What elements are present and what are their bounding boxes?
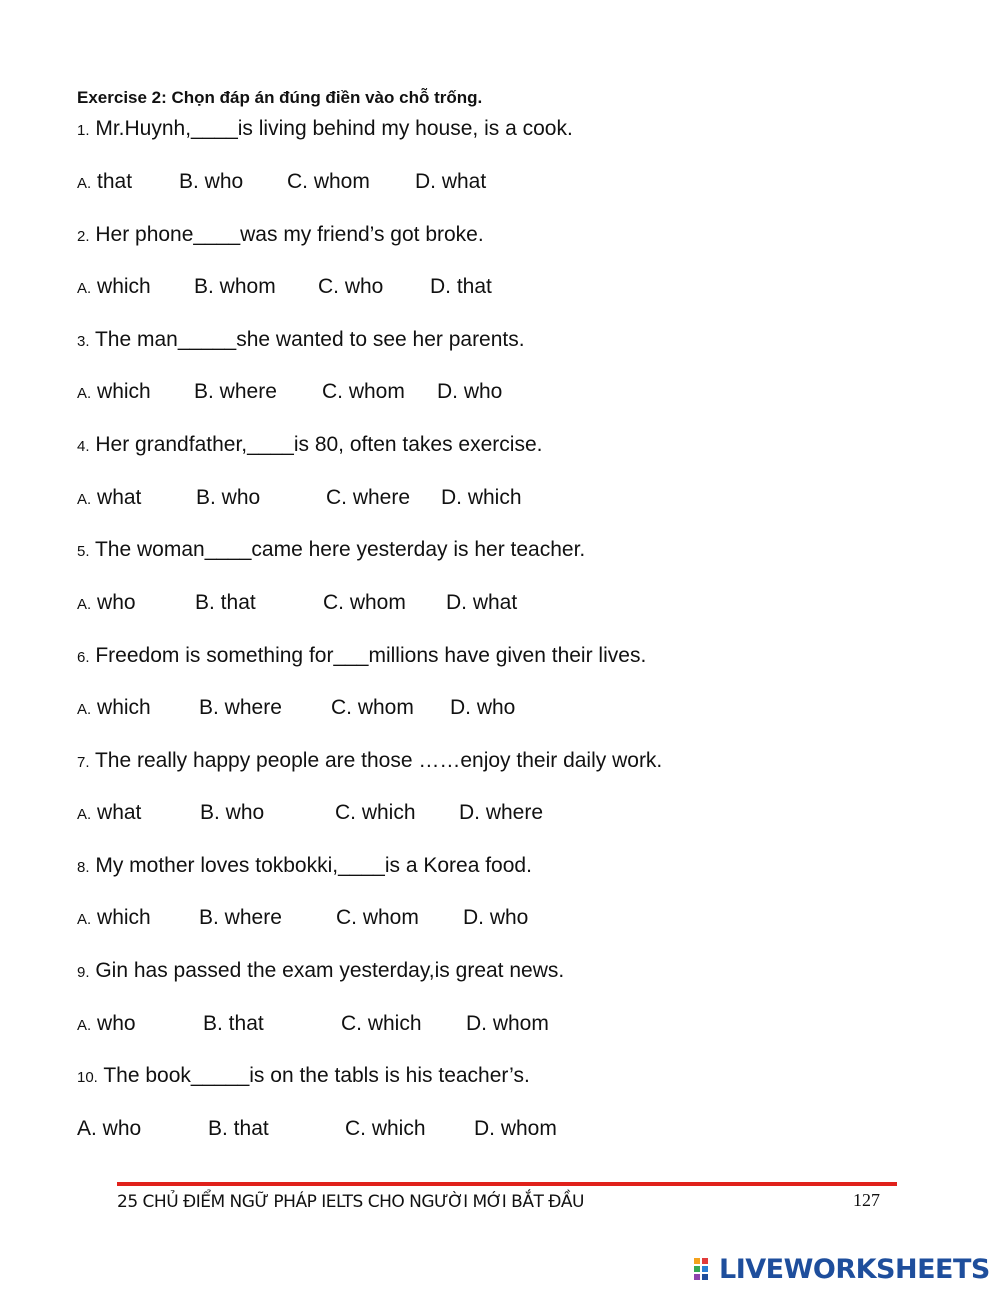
option-letter: A. [77, 911, 92, 928]
option-text: who [91, 591, 136, 614]
option-letter: D. [459, 801, 480, 824]
question-text: The book_____is on the tabls is his teacher’s. [97, 1064, 530, 1087]
option-d[interactable] [466, 1011, 549, 1037]
option-letter: B. [200, 801, 220, 824]
question-7 [77, 748, 662, 776]
exercise-title: Exercise 2: Chọn đáp án đúng điền vào chỗ trống. [77, 88, 483, 107]
option-a[interactable] [77, 169, 132, 197]
question-6 [77, 643, 646, 671]
option-text: who [458, 380, 503, 403]
question-number: 8. [77, 859, 90, 876]
option-a[interactable] [77, 379, 151, 407]
option-letter: D. [430, 275, 451, 298]
option-text: that [91, 170, 133, 193]
footer-divider [117, 1182, 897, 1186]
option-c[interactable] [318, 274, 383, 300]
question-number: 9. [77, 964, 90, 981]
page-number: 127 [853, 1190, 880, 1210]
question-number: 4. [77, 438, 90, 455]
option-a[interactable] [77, 1116, 141, 1142]
question-number: 5. [77, 543, 90, 560]
option-letter: B. [196, 486, 216, 509]
option-text: which [462, 486, 522, 509]
option-text: which [91, 275, 151, 298]
option-text: whom [495, 1117, 557, 1140]
option-letter: C. [341, 1012, 362, 1035]
question-4 [77, 432, 542, 460]
option-text: what [91, 801, 142, 824]
option-d[interactable] [446, 590, 517, 616]
option-b[interactable] [200, 800, 264, 826]
question-8 [77, 853, 532, 881]
option-d[interactable] [437, 379, 502, 405]
option-a[interactable] [77, 695, 151, 723]
liveworksheets-logo-icon [693, 1257, 717, 1281]
option-letter: D. [415, 170, 436, 193]
option-letter: B. [199, 696, 219, 719]
option-d[interactable] [463, 905, 528, 931]
option-text: who [471, 696, 516, 719]
option-b[interactable] [208, 1116, 269, 1142]
option-letter: C. [331, 696, 352, 719]
question-1 [77, 116, 573, 144]
option-b[interactable] [196, 485, 260, 511]
option-text: that [451, 275, 492, 298]
option-d[interactable] [430, 274, 492, 300]
option-text: that [222, 1012, 264, 1035]
option-letter: D. [446, 591, 467, 614]
option-letter: C. [318, 275, 339, 298]
question-10 [77, 1063, 530, 1091]
question-text: The woman____came here yesterday is her teacher. [89, 538, 586, 561]
option-a[interactable] [77, 905, 151, 933]
option-letter: B. [179, 170, 199, 193]
option-letter: B. [208, 1117, 228, 1140]
option-c[interactable] [336, 905, 419, 931]
question-text: Her grandfather,____is 80, often takes exercise. [89, 433, 543, 456]
option-b[interactable] [194, 379, 277, 405]
option-letter: A. [77, 280, 92, 297]
option-c[interactable] [287, 169, 370, 195]
option-b[interactable] [195, 590, 256, 616]
liveworksheets-logo[interactable] [693, 1252, 990, 1286]
logo-text: LIVEWORKSHEETS [719, 1253, 990, 1285]
option-letter: A. [77, 806, 92, 823]
option-letter: B. [194, 380, 214, 403]
option-c[interactable] [322, 379, 405, 405]
option-text: where [218, 696, 282, 719]
option-d[interactable] [474, 1116, 557, 1142]
option-a[interactable] [77, 274, 151, 302]
option-text: whom [352, 696, 414, 719]
option-letter: D. [450, 696, 471, 719]
question-3 [77, 327, 525, 355]
option-c[interactable] [341, 1011, 422, 1037]
question-number: 3. [77, 333, 90, 350]
option-letter: C. [326, 486, 347, 509]
option-text: that [227, 1117, 269, 1140]
option-text: which [91, 906, 151, 929]
option-c[interactable] [345, 1116, 426, 1142]
question-2 [77, 222, 484, 250]
option-letter: D. [474, 1117, 495, 1140]
question-5 [77, 537, 585, 565]
question-number: 6. [77, 649, 90, 666]
option-text: who [339, 275, 384, 298]
option-letter: A. [77, 1117, 97, 1140]
option-a[interactable] [77, 800, 141, 828]
question-text: Gin has passed the exam yesterday,is great news. [89, 959, 565, 982]
option-d[interactable] [415, 169, 486, 195]
option-letter: D. [463, 906, 484, 929]
option-text: which [356, 801, 416, 824]
option-c[interactable] [331, 695, 414, 721]
option-c[interactable] [323, 590, 406, 616]
option-letter: A. [77, 701, 92, 718]
option-a[interactable] [77, 485, 141, 513]
option-letter: A. [77, 491, 92, 508]
option-d[interactable] [459, 800, 543, 826]
option-letter: B. [195, 591, 215, 614]
option-text: who [215, 486, 261, 509]
option-text: whom [343, 380, 405, 403]
question-text: Her phone____was my friend’s got broke. [89, 223, 484, 246]
option-letter: C. [335, 801, 356, 824]
option-text: where [213, 380, 277, 403]
option-text: what [436, 170, 487, 193]
question-number: 2. [77, 228, 90, 245]
option-text: what [467, 591, 518, 614]
option-text: where [480, 801, 544, 824]
option-text: whom [487, 1012, 549, 1035]
option-letter: A. [77, 596, 92, 613]
question-number: 7. [77, 754, 90, 771]
option-letter: D. [441, 486, 462, 509]
option-d[interactable] [450, 695, 515, 721]
option-text: which [362, 1012, 422, 1035]
question-text: Mr.Huynh,____is living behind my house, is a cook. [89, 117, 573, 140]
question-text: My mother loves tokbokki,____is a Korea food. [89, 854, 532, 877]
question-text: Freedom is something for___millions have given their lives. [89, 644, 647, 667]
option-letter: C. [336, 906, 357, 929]
option-text: whom [357, 906, 419, 929]
option-letter: C. [345, 1117, 366, 1140]
option-b[interactable] [194, 274, 276, 300]
option-text: who [219, 801, 265, 824]
question-number: 1. [77, 122, 90, 139]
option-letter: B. [203, 1012, 223, 1035]
option-d[interactable] [441, 485, 522, 511]
question-9 [77, 958, 564, 986]
option-text: what [91, 486, 142, 509]
option-letter: D. [466, 1012, 487, 1035]
footer-text: 25 CHỦ ĐIỂM NGỮ PHÁP IELTS CHO NGƯỜI MỚI BẮT ĐẦU [117, 1192, 584, 1212]
option-letter: C. [287, 170, 308, 193]
option-b[interactable] [179, 169, 243, 195]
option-letter: A. [77, 175, 92, 192]
option-letter: C. [322, 380, 343, 403]
option-text: where [347, 486, 411, 509]
option-letter: B. [199, 906, 219, 929]
option-a[interactable] [77, 590, 136, 618]
question-number: 10. [77, 1069, 98, 1086]
option-text: whom [308, 170, 370, 193]
option-c[interactable] [326, 485, 410, 511]
option-text: which [91, 696, 151, 719]
option-text: who [484, 906, 529, 929]
option-letter: C. [323, 591, 344, 614]
option-b[interactable] [199, 905, 282, 931]
option-b[interactable] [199, 695, 282, 721]
option-b[interactable] [203, 1011, 264, 1037]
option-text: whom [213, 275, 276, 298]
option-text: where [218, 906, 282, 929]
option-letter: A. [77, 385, 92, 402]
option-text: that [214, 591, 256, 614]
option-c[interactable] [335, 800, 416, 826]
option-letter: A. [77, 1017, 92, 1034]
option-text: who [91, 1012, 136, 1035]
option-text: whom [344, 591, 406, 614]
question-text: The really happy people are those ……enjoy their daily work. [89, 749, 663, 772]
option-text: who [96, 1117, 142, 1140]
option-text: which [366, 1117, 426, 1140]
option-text: who [198, 170, 244, 193]
option-letter: B. [194, 275, 214, 298]
question-text: The man_____she wanted to see her parents. [89, 328, 525, 351]
option-a[interactable] [77, 1011, 136, 1039]
option-text: which [91, 380, 151, 403]
option-letter: D. [437, 380, 458, 403]
